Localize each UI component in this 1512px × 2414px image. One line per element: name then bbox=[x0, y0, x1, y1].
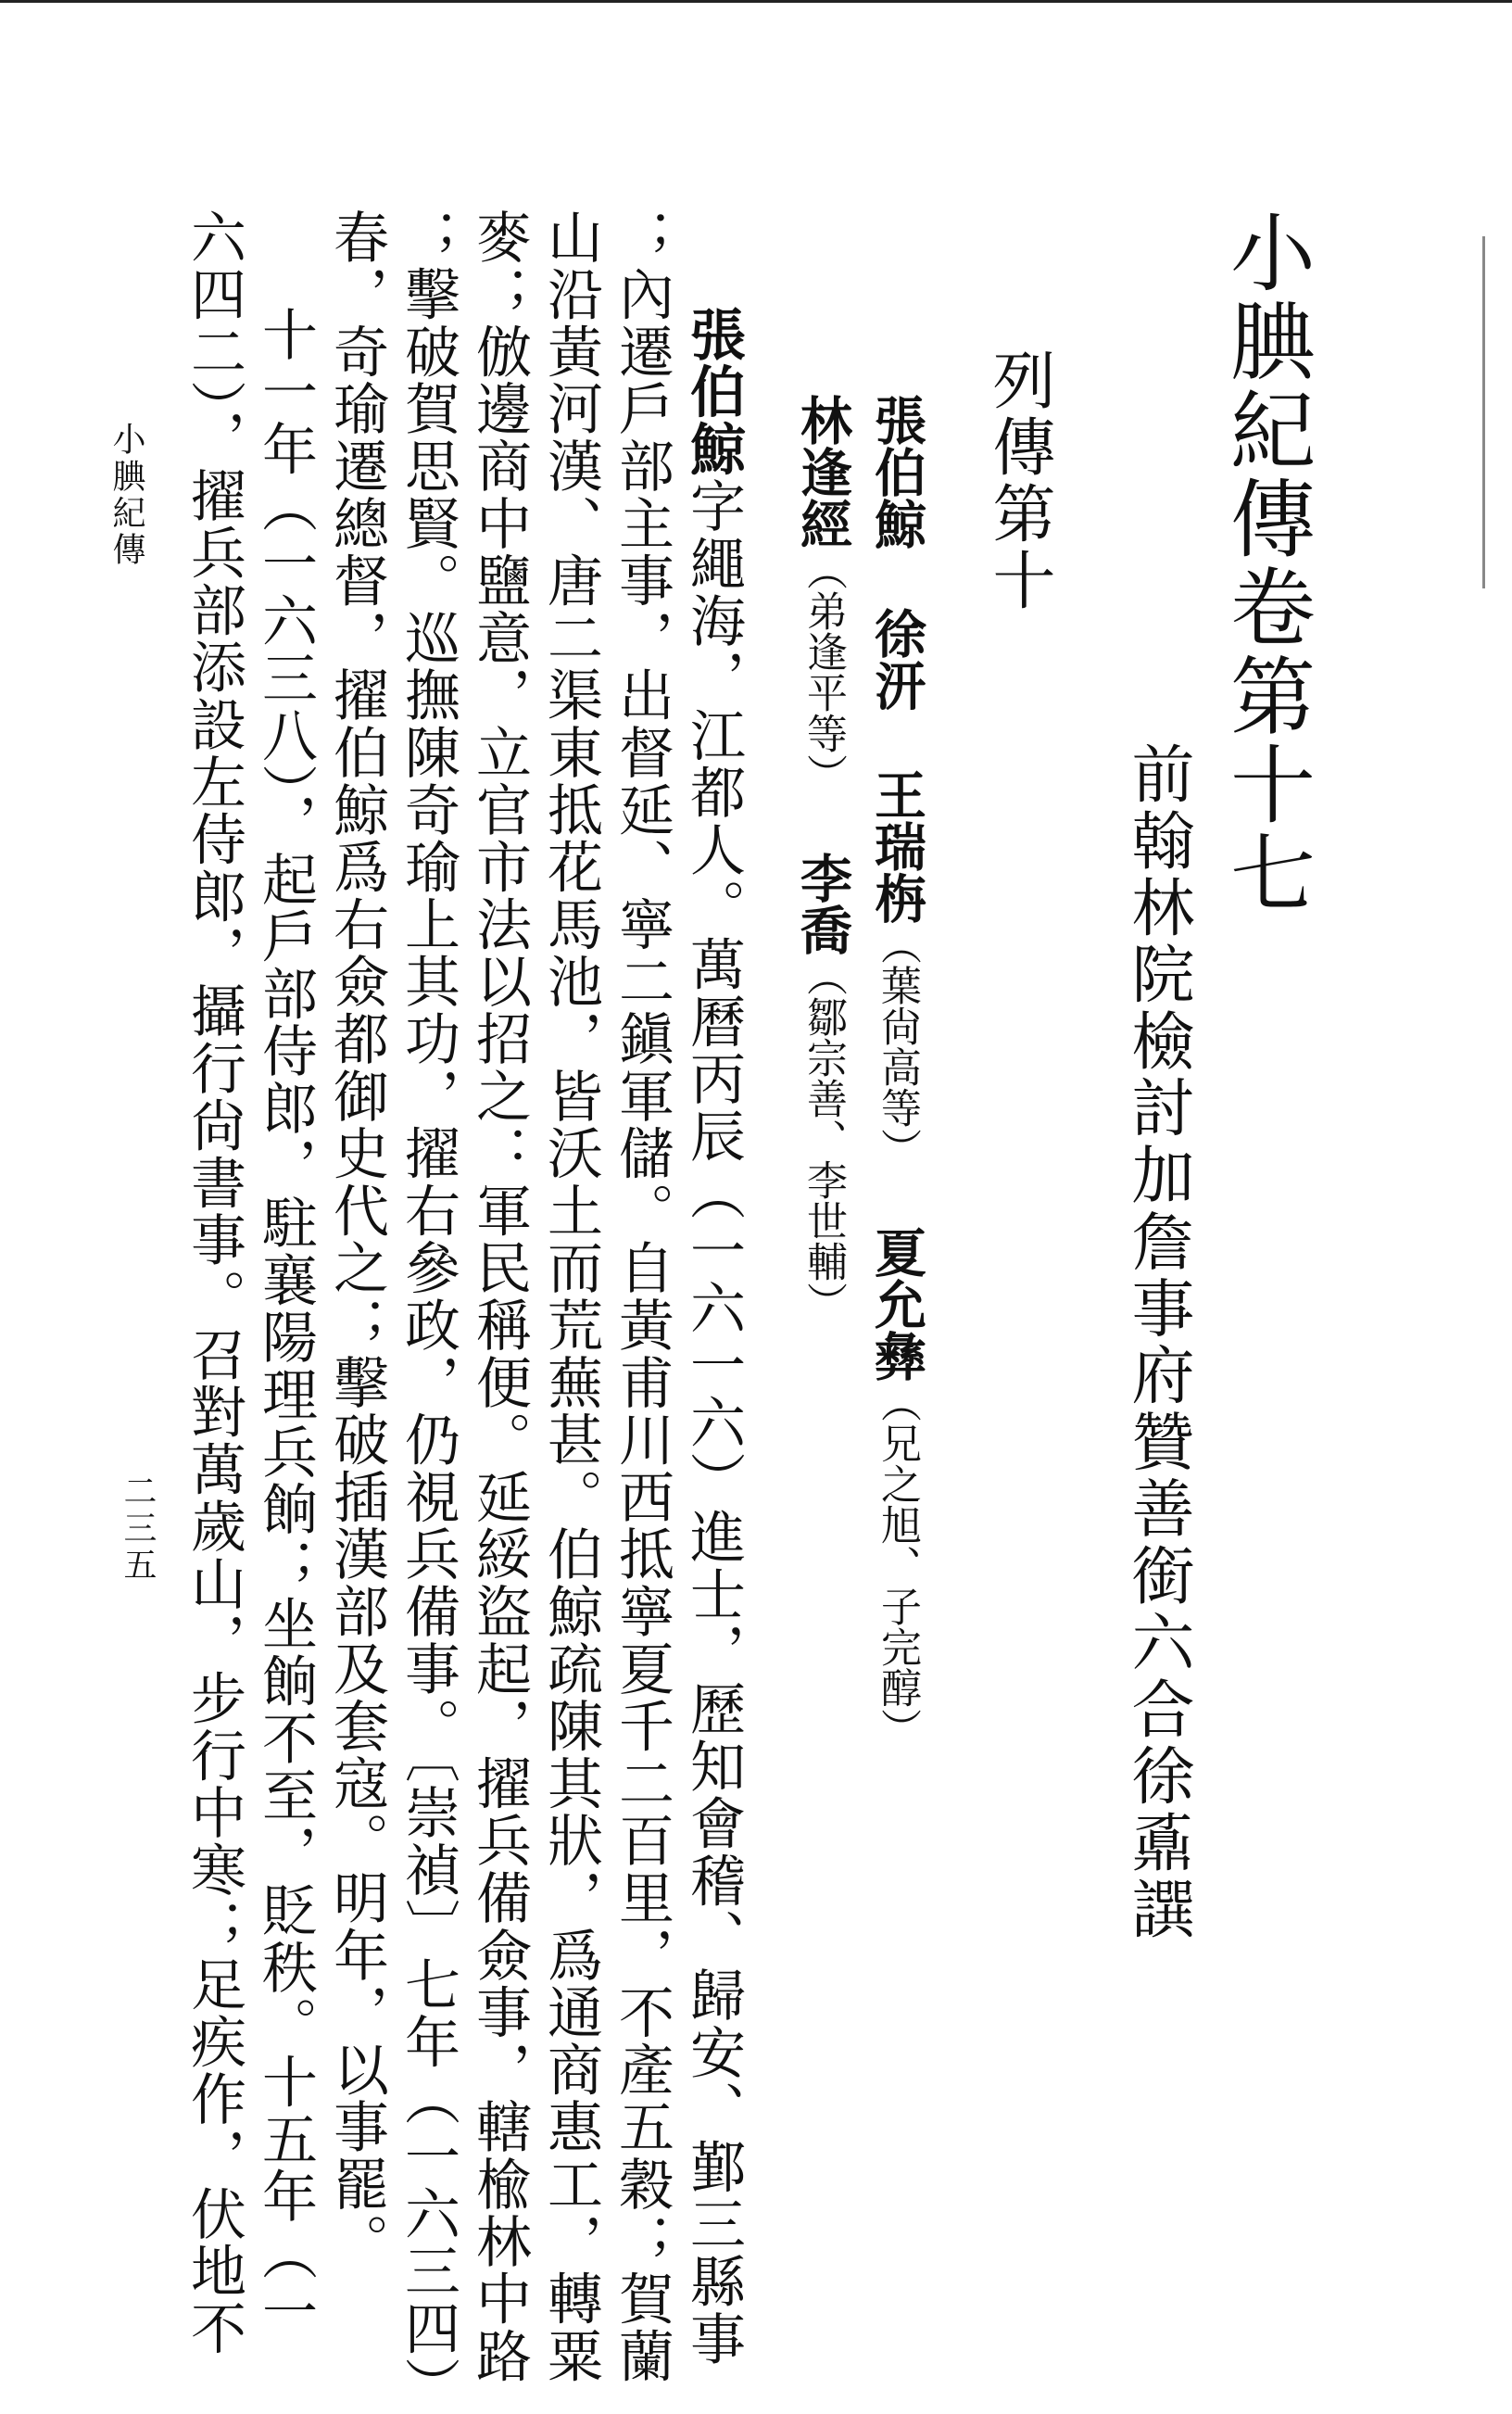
top-border-line bbox=[0, 0, 1512, 3]
subject-entry bbox=[793, 852, 853, 1322]
section-heading: 列傳第十 bbox=[982, 348, 1055, 615]
adjacent-page-edge bbox=[1482, 236, 1512, 588]
subject-entry bbox=[867, 394, 927, 550]
subject-entry bbox=[867, 607, 927, 711]
body-column-5: ；擊破賀思賢。巡撫陳奇瑜上其功，擢右參政，仍視兵備事。〔崇禎〕七年（一六三四） bbox=[396, 209, 460, 2414]
subject-name: 夏允彝 bbox=[866, 1226, 927, 1382]
subject-entry bbox=[793, 394, 853, 794]
subject-note: （兄之旭、子完醇） bbox=[874, 1382, 921, 1749]
biography-subject-name: 張伯鯨 bbox=[681, 306, 746, 478]
subject-note: （弟逢平等） bbox=[800, 550, 847, 794]
body-column-6: 春，奇瑜遷總督，擢伯鯨爲右僉都御史代之；擊破插漢部及套寇。明年，以事罷。 bbox=[324, 209, 389, 2270]
subject-names-line-2 bbox=[792, 394, 853, 1343]
body-column-2: ；內遷戶部主事，出督延、寧二鎭軍儲。自黃甫川西抵寧夏千二百里，不產五穀；賀蘭 bbox=[610, 209, 674, 2385]
page-number: 二三五 bbox=[119, 1473, 157, 1584]
body-column-3: 山沿黃河漢、唐二渠東抵花馬池，皆沃土而荒蕪甚。伯鯨疏陳其狀，爲通商惠工，轉粟 bbox=[538, 209, 603, 2385]
volume-title: 小腆紀傳卷第十七 bbox=[1216, 209, 1316, 918]
subject-note: （葉尙高等） bbox=[874, 924, 921, 1169]
subject-name: 王瑞栴 bbox=[866, 768, 927, 924]
subject-entry bbox=[867, 768, 927, 1169]
subject-name: 李喬 bbox=[792, 852, 853, 955]
subject-note: （鄒宗善、李世輔） bbox=[800, 955, 847, 1322]
body-column-8: 六四二），擢兵部添設左侍郎，攝行尙書事。召對萬歲山，步行中寒；足疾作，伏地不 bbox=[182, 209, 246, 2357]
subject-name: 林逢經 bbox=[792, 394, 853, 550]
body-column-7: 十一年（一六三八），起戶部侍郎，駐襄陽理兵餉；坐餉不至，貶秩。十五年（一 bbox=[253, 306, 318, 2340]
author-line: 前翰林院檢討加詹事府贊善銜六合徐鼒譔 bbox=[1121, 741, 1194, 1944]
subject-name: 張伯鯨 bbox=[866, 394, 927, 550]
body-text: 字繩海，江都人。萬曆丙辰（一六一六）進士，歷知會稽、歸安、鄞三縣事 bbox=[681, 477, 746, 2368]
subject-name: 徐汧 bbox=[866, 607, 927, 711]
body-column-1 bbox=[681, 306, 746, 2368]
subject-entry bbox=[867, 1226, 927, 1749]
running-footer-book-title: 小腆紀傳 bbox=[107, 422, 145, 569]
subject-names-line-1 bbox=[866, 394, 927, 1769]
body-column-4: 麥；倣邊商中鹽意，立官市法以招之：軍民稱便。延綏盜起，擢兵備僉事，轄楡林中路 bbox=[467, 209, 532, 2385]
